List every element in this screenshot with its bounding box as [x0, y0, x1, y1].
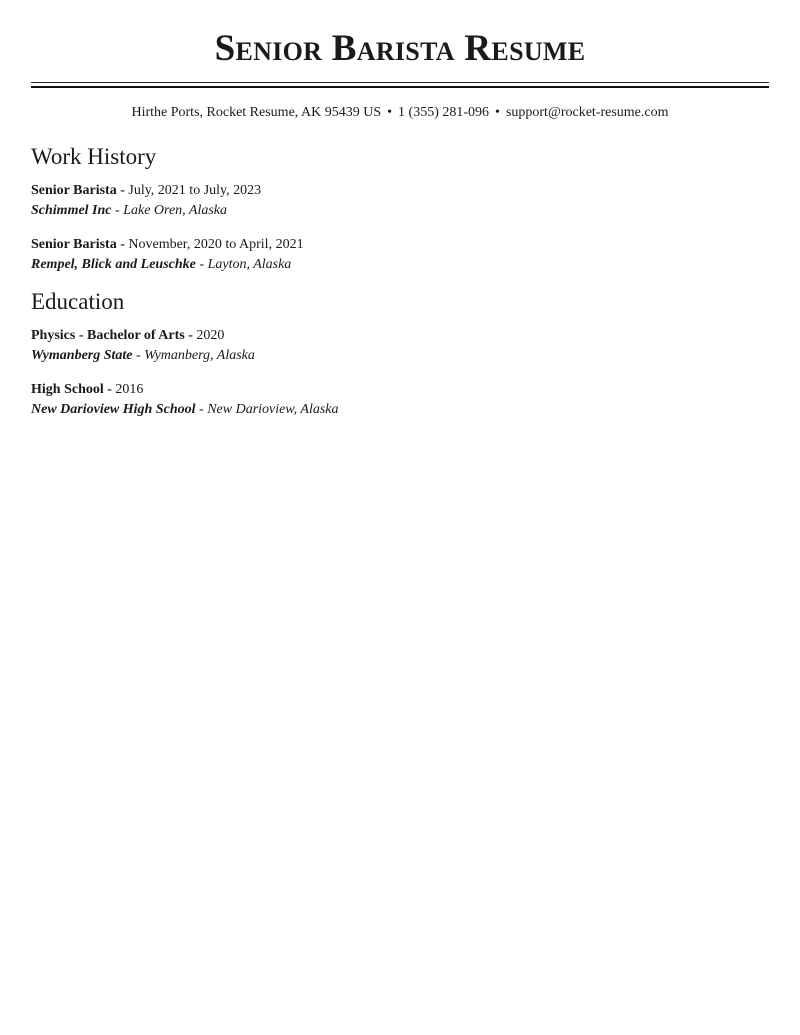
- resume-body: [31, 142, 769, 432]
- education-entry: [31, 326, 769, 366]
- job-company: Schimmel Inc: [31, 203, 112, 218]
- dash: -: [184, 328, 197, 343]
- work-history-section: [31, 142, 769, 275]
- section-heading: Work History: [31, 144, 157, 169]
- job-dates: July, 2021 to July, 2023: [128, 183, 262, 198]
- grad-year: 2020: [196, 328, 225, 343]
- job-location: Lake Oren, Alaska: [123, 203, 228, 218]
- separator: •: [387, 105, 393, 120]
- school-location: Wymanberg, Alaska: [144, 348, 255, 363]
- dash: -: [195, 257, 208, 272]
- job-role: Senior Barista: [31, 183, 117, 198]
- school: New Darioview High School: [31, 402, 196, 417]
- dash: -: [195, 402, 208, 417]
- divider-thick: [31, 86, 769, 88]
- job-role: Senior Barista: [31, 237, 117, 252]
- degree: Physics - Bachelor of Arts: [31, 328, 185, 343]
- dash: -: [103, 382, 116, 397]
- degree: High School: [31, 382, 104, 397]
- work-entry: [31, 235, 769, 275]
- job-company: Rempel, Blick and Leuschke: [31, 257, 196, 272]
- separator: •: [495, 105, 500, 120]
- dash: -: [116, 183, 129, 198]
- job-location: Layton, Alaska: [207, 257, 292, 272]
- school: Wymanberg State: [31, 348, 133, 363]
- school-location: New Darioview, Alaska: [207, 402, 339, 417]
- page-title: Senior Barista Resume: [214, 28, 586, 69]
- grad-year: 2016: [115, 382, 144, 397]
- contact-line: [0, 104, 800, 122]
- divider-thin: [31, 82, 769, 83]
- contact-email: support@rocket-resume.com: [505, 105, 669, 120]
- contact-phone: 1 (355) 281-096: [398, 105, 490, 120]
- section-heading: Education: [31, 289, 125, 314]
- education-entry: [31, 380, 769, 420]
- contact-address: Hirthe Ports, Rocket Resume, AK 95439 US: [131, 105, 382, 120]
- work-entry: [31, 181, 769, 221]
- dash: -: [111, 203, 124, 218]
- dash: -: [132, 348, 145, 363]
- education-section: [31, 287, 769, 420]
- dash: -: [116, 237, 129, 252]
- job-dates: November, 2020 to April, 2021: [128, 237, 304, 252]
